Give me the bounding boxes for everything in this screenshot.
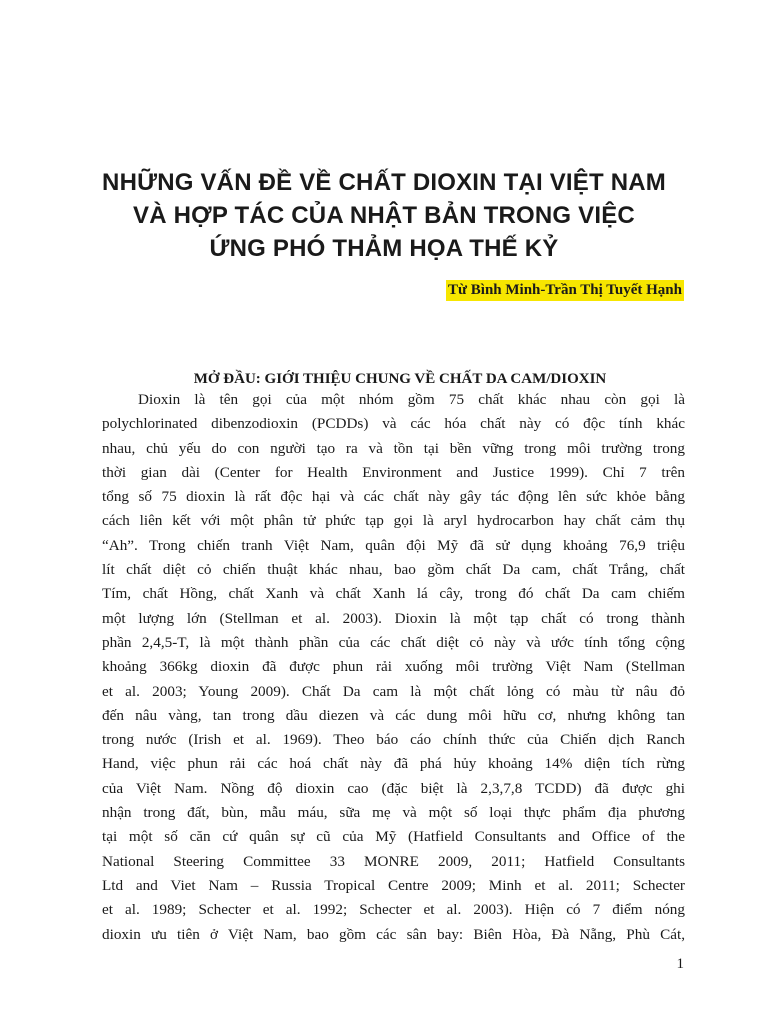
author-block [446,280,684,301]
paragraph-line: dioxin ưu tiên ở Việt Nam, bao gồm các sân bay: Biên Hòa, Đà Nẵng, Phù Cát, [102,925,685,943]
paragraph-line: đến nâu vàng, tan trong dầu diezen và các dung môi hữu cơ, nhưng không tan [102,706,685,724]
body-paragraph [102,388,685,947]
paragraph-line: et al. 2003; Young 2009). Chất Da cam là một chất lỏng có màu từ nâu đỏ [102,682,685,700]
paragraph-line: lít chất diệt cỏ chiến thuật khác nhau, bao gồm chất Da cam, chất Trắng, chất [102,561,685,579]
paragraph-line: phần 2,4,5-T, là một thành phần của các chất diệt cỏ này và ước tính tổng cộng [102,633,685,651]
paragraph-line: một lượng lớn (Stellman et al. 2003). Dioxin là một tạp chất có trong thành [102,609,685,627]
document-title [60,166,708,265]
paragraph-line: Tím, chất Hồng, chất Xanh và chất Xanh lá cây, trong đó chất Da cam chiếm [102,585,685,603]
paragraph-line: khoảng 366kg dioxin đã được phun rải xuống môi trường Việt Nam (Stellman [102,658,685,676]
paragraph-line: “Ah”. Trong chiến tranh Việt Nam, quân đội Mỹ đã sử dụng khoảng 76,9 triệu [102,536,685,554]
paragraph-line: nhau, chủ yếu do con người tạo ra và tồn tại bền vững trong môi trường trong [102,439,685,457]
paragraph-line: tổng số 75 dioxin là rất độc hại và các chất này gây tác động lên sức khỏe bằng [102,488,685,506]
paragraph-line: Dioxin là tên gọi của một nhóm gồm 75 chất khác nhau còn gọi là [138,391,685,408]
paragraph-line: Ltd and Viet Nam – Russia Tropical Centre 2009; Minh et al. 2011; Schecter [102,876,685,894]
paragraph-line: et al. 1989; Schecter et al. 1992; Schecter et al. 2003). Hiện có 7 điểm nóng [102,901,685,919]
paragraph-line: trong nước (Irish et al. 1969). Theo báo cáo chính thức của Chiến dịch Ranch [102,731,685,749]
paragraph-line: cách liên kết với một phân tử phức tạp gọi là aryl hydrocarbon hay chất cảm thụ [102,512,685,530]
page-number: 1 [676,956,684,972]
section-heading: MỞ ĐẦU: GIỚI THIỆU CHUNG VỀ CHẤT DA CAM/DIOXIN [193,371,607,388]
paragraph-line: nhận trong đất, bùn, mẫu máu, sữa mẹ và một số loại thực phẩm địa phương [102,804,685,822]
paragraph-line: tại một số căn cứ quân sự cũ của Mỹ (Hatfield Consultants and Office of the [102,828,685,846]
paragraph-line: thời gian dài (Center for Health Environment and Justice 1999). Chỉ 7 trên [102,463,685,481]
paragraph-line: của Việt Nam. Nồng độ dioxin cao (đặc biệt là 2,3,7,8 TCDD) đã được ghi [102,779,685,797]
paragraph-line: National Steering Committee 33 MONRE 2009, 2011; Hatfield Consultants [102,852,685,870]
title-line: NHỮNG VẤN ĐỀ VỀ CHẤT DIOXIN TẠI VIỆT NAM [102,169,666,197]
paragraph-line: polychlorinated dibenzodioxin (PCDDs) và các hóa chất này có độc tính khác [102,415,685,433]
author-names-highlighted: Từ Bình Minh-Trần Thị Tuyết Hạnh [446,280,684,301]
title-line: ỨNG PHÓ THẢM HỌA THẾ KỶ [209,235,559,263]
paragraph-line: Hand, việc phun rải các hoá chất này đã phá hủy khoảng 14% diện tích rừng [102,755,685,773]
title-line: VÀ HỢP TÁC CỦA NHẬT BẢN TRONG VIỆC [133,202,635,230]
